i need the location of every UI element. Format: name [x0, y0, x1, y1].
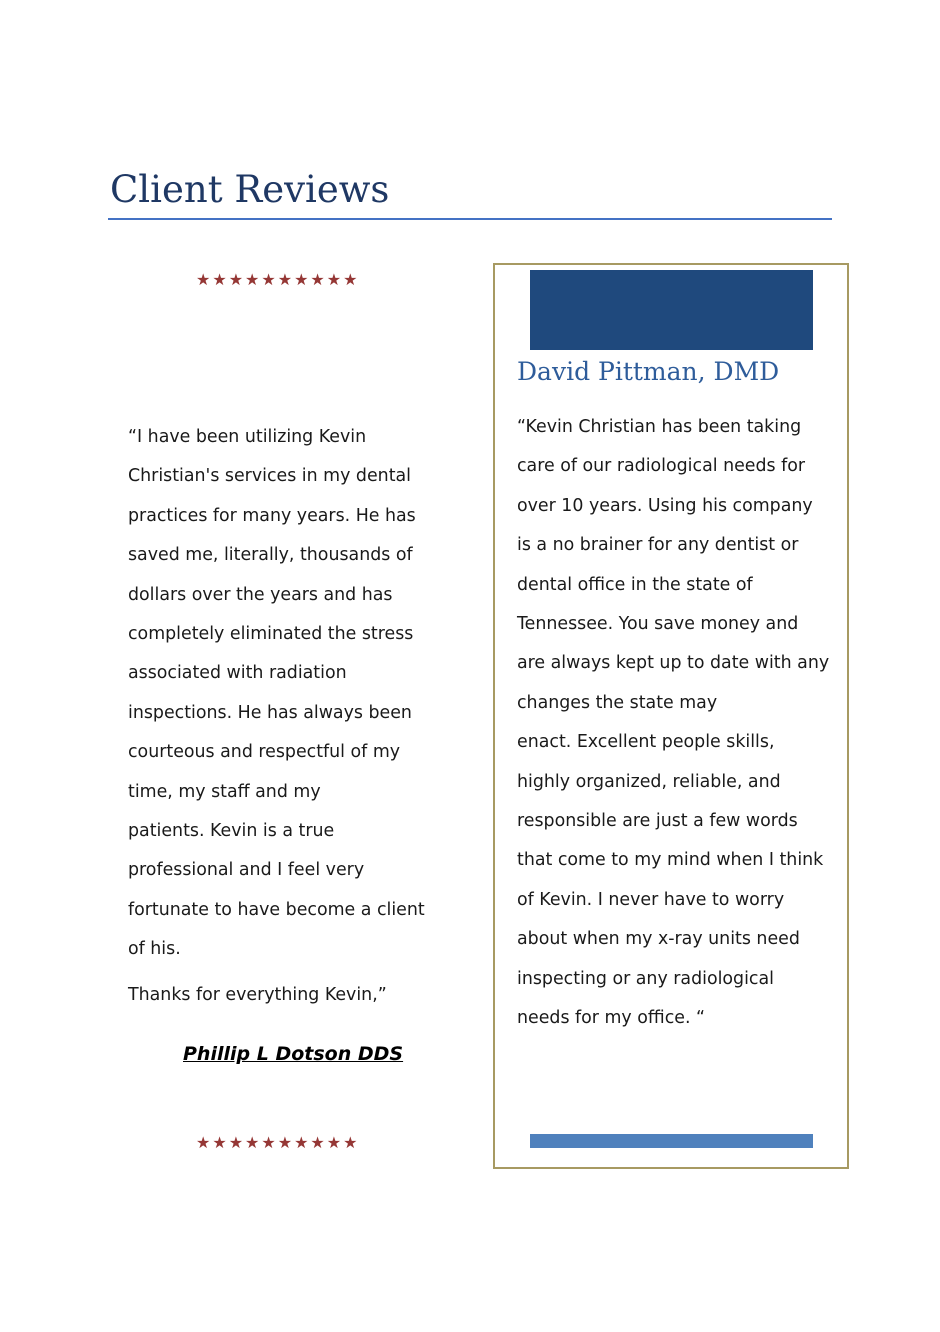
review-line: over 10 years. Using his company [517, 495, 813, 516]
review-line: courteous and respectful of my [128, 742, 401, 763]
sidebar-reviewer-name: David Pittman, DMD [517, 357, 780, 386]
title-underline [108, 218, 832, 220]
review-line: dollars over the years and has [128, 584, 393, 605]
review-line: responsible are just a few words [517, 811, 798, 832]
review-line: inspecting or any radiological [517, 968, 774, 989]
review-left-closing: Thanks for everything Kevin,” [128, 985, 387, 1005]
review-line: is a no brainer for any dentist or [517, 535, 799, 556]
review-line: associated with radiation [128, 663, 347, 684]
review-line: are always kept up to date with any [517, 653, 830, 674]
review-right-body [517, 408, 847, 1039]
review-line: patients. Kevin is a true [128, 821, 335, 842]
review-line: Tennessee. You save money and [517, 614, 799, 635]
review-line: “I have been utilizing Kevin [128, 427, 367, 447]
review-line: enact. Excellent people skills, [517, 732, 775, 753]
review-line: changes the state may [517, 692, 718, 713]
review-line: about when my x-ray units need [517, 929, 800, 950]
review-line: “Kevin Christian has been taking [517, 417, 802, 437]
review-line: completely eliminated the stress [128, 624, 414, 645]
review-line: saved me, literally, thousands of [128, 545, 413, 566]
review-line: needs for my office. “ [517, 1008, 706, 1029]
review-line: inspections. He has always been [128, 702, 412, 723]
review-line: highly organized, reliable, and [517, 771, 781, 792]
review-left-signature: Phillip L Dotson DDS [183, 1043, 404, 1065]
sidebar-footer-bar [530, 1134, 813, 1148]
review-line: fortunate to have become a client [128, 899, 425, 920]
review-line: Christian's services in my dental [128, 466, 411, 487]
page-title: Client Reviews [110, 168, 390, 211]
sidebar-header-bar [530, 270, 813, 350]
review-line: practices for many years. He has [128, 505, 416, 526]
review-line: professional and I feel very [128, 860, 365, 881]
review-line: time, my staff and my [128, 781, 321, 802]
star-divider-top: ★★★★★★★★★★ [196, 270, 360, 289]
review-line: of his. [128, 939, 181, 960]
review-line: dental office in the state of [517, 574, 753, 595]
review-line: that come to my mind when I think [517, 850, 824, 871]
review-line: care of our radiological needs for [517, 456, 806, 477]
review-left-body [128, 418, 448, 970]
review-line: of Kevin. I never have to worry [517, 889, 785, 910]
star-divider-bottom: ★★★★★★★★★★ [196, 1133, 360, 1152]
